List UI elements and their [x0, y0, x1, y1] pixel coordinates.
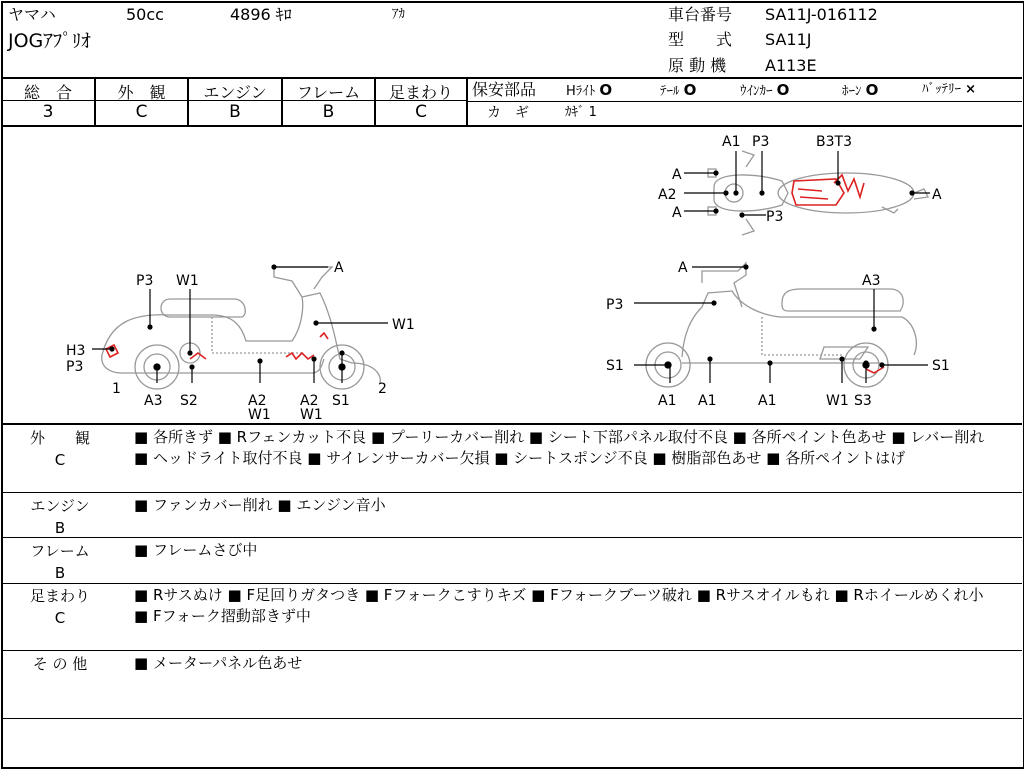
diagram-label: A1 [758, 393, 777, 409]
diagram-label: A [932, 187, 942, 203]
diagram-label: W1 [248, 407, 271, 423]
diagram-label: W1 [300, 407, 323, 423]
type-label: 型 式 [668, 30, 733, 49]
diagram-label: S2 [180, 393, 198, 409]
status-mark: O [865, 81, 879, 99]
leader-lines [92, 151, 930, 383]
section-suspension-notes: ■ Rサスぬけ ■ F足回りガタつき ■ Fフォークこすりキズ ■ Fフォークブーツ破れ ■ Rサスオイルもれ ■ Rホイールめくれ小 ■ Fフォーク摺動部きず中 [134, 586, 984, 625]
section-grade: C [54, 609, 66, 627]
suspension-grade-label: 足まわり [388, 83, 453, 102]
section-grade: C [54, 451, 66, 469]
safety-item-winker: ｳｲﾝｶｰ O [740, 81, 790, 99]
section-other-notes: ■ メーターパネル色あせ [134, 654, 303, 672]
diagram-label: S1 [606, 358, 624, 374]
section-frame-notes: ■ フレームさび中 [134, 541, 258, 559]
grid-line [1, 77, 1022, 79]
diagram-label: A [672, 205, 682, 221]
exterior-grade-label: 外 観 [117, 83, 166, 102]
safety-item-horn: ﾎｰﾝ O [842, 81, 879, 99]
grid-line [1, 650, 1022, 651]
safety-parts-label: 保安部品 [472, 80, 537, 99]
diagram-label: P3 [606, 297, 624, 313]
section-exterior-label: 外 観 C [8, 427, 112, 471]
diagram-label: A2 [658, 187, 677, 203]
frame-grade-label: フレーム [296, 83, 361, 102]
safety-item-battery: ﾊﾞｯﾃﾘｰ × [922, 82, 977, 97]
diagram-label: W1 [826, 393, 849, 409]
exterior-grade-value: C [135, 102, 148, 122]
part-labels [66, 134, 950, 423]
grid-line [1, 492, 1022, 493]
key-label: カ ギ [487, 105, 529, 121]
model-name: JOGｱﾌﾟﾘｵ [8, 30, 91, 52]
diagram-label: H3 [66, 343, 86, 359]
diagram-label: P3 [66, 359, 84, 375]
section-exterior-notes: ■ 各所きず ■ Rフェンカット不良 ■ プーリーカバー削れ ■ シート下部パネル取付不良 ■ 各所ペイント色あせ ■ レバー削れ ■ ヘッドライト取付不良 ■ サイレンサーカバー欠損 ■ シートスポンジ不良 ■ 樹脂部色あせ ■ 各所ペイントはげ [134, 428, 985, 467]
diagram-label: P3 [752, 134, 770, 150]
overall-grade-label: 総 合 [23, 83, 72, 102]
diagram-label: A [672, 167, 682, 183]
engine-model-value: A113E [765, 56, 817, 75]
diagram-label: A3 [862, 273, 881, 289]
section-grade: B [54, 519, 66, 537]
frame-number-label: 車台番号 [668, 5, 733, 24]
grid-line [1, 718, 1022, 719]
section-other-label: そ の 他 [32, 655, 88, 673]
key-value: ｶｷﾞ 1 [565, 105, 597, 120]
grid-line [466, 77, 468, 125]
engine-model-label: 原 動 機 [668, 56, 727, 75]
diagram-label: A2 [300, 393, 319, 409]
safety-item-tail: ﾃｰﾙ O [660, 81, 697, 99]
diagram-label: W1 [392, 317, 415, 333]
damage-marks-top [792, 175, 864, 205]
diagram-label: W1 [176, 273, 199, 289]
status-mark: O [776, 81, 790, 99]
frame-number-value: SA11J-016112 [765, 5, 878, 24]
damage-marks-right [866, 367, 884, 373]
diagram-label: S1 [932, 358, 950, 374]
status-mark: O [599, 81, 613, 99]
overall-grade-value: 3 [42, 102, 54, 122]
status-mark: × [965, 82, 977, 97]
diagram-label: A [678, 260, 688, 276]
diagram-label: P3 [766, 209, 784, 225]
engine-grade-value: B [229, 102, 241, 122]
status-mark: O [683, 81, 697, 99]
maker: ヤマハ [8, 5, 56, 24]
diagram-label: 2 [378, 381, 387, 397]
grid-line [1, 583, 1022, 584]
diagram-label: A3 [144, 393, 163, 409]
diagram-label: A2 [248, 393, 267, 409]
diagram-label: 1 [112, 381, 121, 397]
section-grade: B [54, 564, 66, 582]
type-value: SA11J [765, 30, 812, 49]
damage-diagram [2, 127, 1022, 423]
engine-grade-label: エンジン [203, 83, 267, 102]
section-suspension-label: 足まわり C [8, 585, 112, 629]
scooter-top-view [708, 151, 928, 235]
diagram-label: A1 [722, 134, 741, 150]
grid-line [1, 537, 1022, 538]
diagram-label: A1 [698, 393, 717, 409]
displacement: 50cc [126, 5, 164, 24]
section-frame-label: フレーム B [8, 540, 112, 584]
diagram-label: A1 [658, 393, 677, 409]
grid-line [467, 101, 1022, 102]
diagram-label: S1 [332, 393, 350, 409]
diagram-label: B3T3 [816, 134, 852, 150]
diagram-label: A [334, 260, 344, 276]
diagram-label: P3 [136, 273, 154, 289]
diagram-label: S3 [854, 393, 872, 409]
grid-line [1, 423, 1022, 425]
mileage: 4896 ｷﾛ [230, 5, 292, 24]
color: ｱｶ [392, 7, 405, 22]
section-engine-notes: ■ ファンカバー削れ ■ エンジン音小 [134, 496, 386, 514]
suspension-grade-value: C [415, 102, 427, 122]
safety-item-headlight: Hﾗｲﾄ O [566, 81, 613, 99]
section-engine-label: エンジン B [8, 495, 112, 539]
frame-grade-value: B [322, 102, 335, 122]
